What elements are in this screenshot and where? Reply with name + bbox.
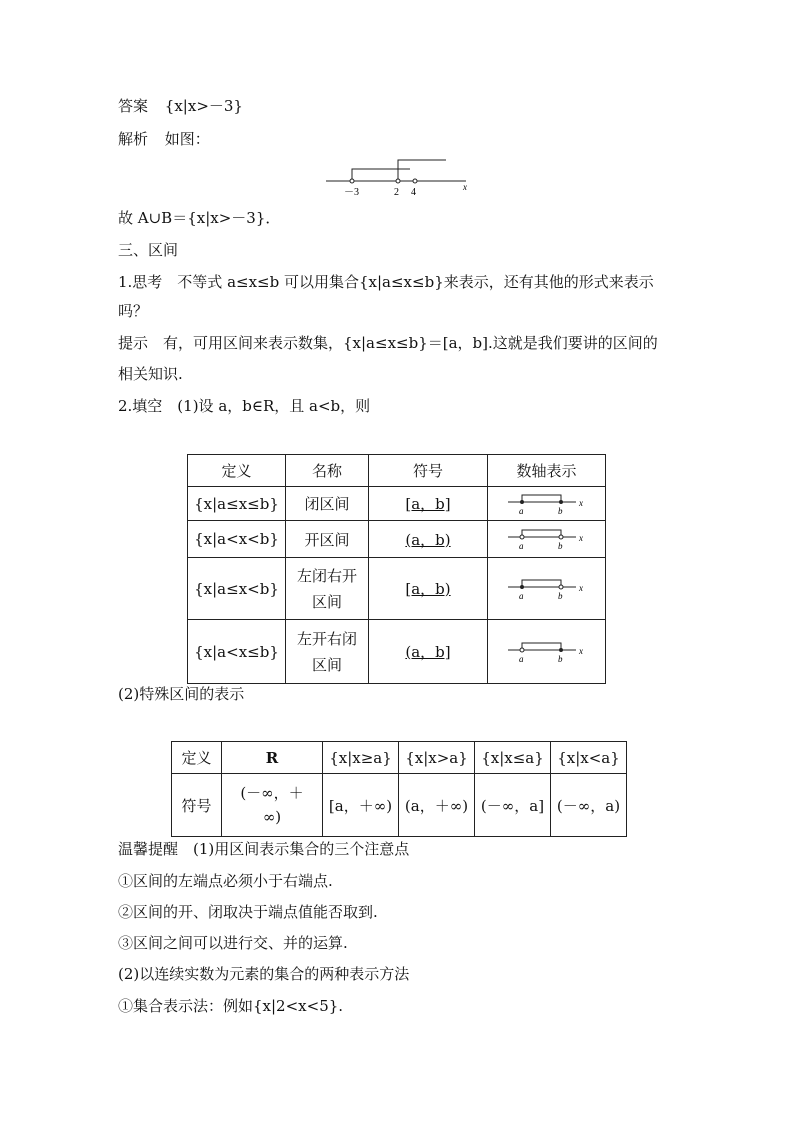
b-label: b	[557, 590, 562, 601]
row-name: 闭区间	[286, 487, 369, 521]
row-definition: {x|a<x≤b}	[188, 620, 286, 684]
question1-line1: 1.思考 不等式 a≤x≤b 可以用集合{x|a≤x≤b}来表示，还有其他的形式来表示	[118, 273, 654, 291]
symbol-r-line1: (－∞，＋	[240, 784, 304, 802]
header-name: 名称	[286, 455, 369, 487]
a-label: a	[518, 653, 523, 664]
x-label: x	[578, 645, 583, 656]
cell-geq-a: {x|x≥a}	[323, 742, 399, 774]
analysis-line	[118, 129, 210, 149]
symbol-geq-a: [a，＋∞)	[323, 774, 399, 837]
b-label: b	[557, 505, 562, 516]
half-open-left-axis	[506, 639, 588, 665]
tip-4: (2)以连续实数为元素的集合的两种表示方法	[118, 965, 410, 983]
row-definition: {x|a<x<b}	[188, 521, 286, 558]
cell-gt-a: {x|x>a}	[399, 742, 475, 774]
table-row	[188, 620, 606, 684]
row-symbol: (a，b]	[405, 643, 451, 661]
row-name-line2: 区间	[311, 592, 342, 611]
x-label: x	[578, 582, 583, 593]
special-interval-table	[171, 741, 627, 837]
answer-value: {x|x>－3}	[164, 97, 243, 115]
special-intervals-heading: (2)特殊区间的表示	[118, 685, 245, 703]
symbol-r	[222, 774, 323, 837]
answer-label: 答案	[118, 97, 149, 115]
row-definition: {x|a≤x≤b}	[188, 487, 286, 521]
conclusion-line: 故 A∪B＝{x|x>－3}．	[118, 209, 281, 227]
analysis-label: 解析	[118, 130, 149, 148]
x-label: x	[578, 497, 583, 508]
header-axis: 数轴表示	[488, 455, 606, 487]
header-definition: 定义	[188, 455, 286, 487]
interval-table	[187, 454, 606, 684]
a-label: a	[518, 505, 523, 516]
hint-line2: 相关知识.	[118, 365, 183, 383]
half-open-right-axis	[506, 576, 588, 602]
symbol-leq-a: (－∞，a]	[475, 774, 551, 837]
row-symbol: [a，b)	[405, 580, 451, 598]
row-name-line1: 左开右闭	[296, 629, 357, 648]
tip-2: ②区间的开、闭取决于端点值能否取到.	[118, 903, 378, 921]
symbol-lt-a: (－∞，a)	[551, 774, 627, 837]
x-label: x	[578, 533, 583, 543]
b-label: b	[557, 541, 562, 551]
symbol-r-line2: ∞)	[262, 808, 282, 826]
open-interval-axis	[506, 526, 588, 552]
a-label: a	[518, 590, 523, 601]
row-definition: {x|a≤x<b}	[188, 558, 286, 620]
table-row	[188, 487, 606, 521]
header-definition: 定义	[172, 742, 222, 774]
symbol-gt-a: (a，＋∞)	[399, 774, 475, 837]
row-name	[286, 620, 369, 684]
analysis-text: 如图：	[164, 130, 210, 148]
row-name	[286, 558, 369, 620]
answer-line	[118, 96, 243, 116]
question2-line: 2.填空 (1)设 a，b∈R，且 a<b，则	[118, 397, 371, 415]
section-heading: 三、区间	[118, 241, 179, 259]
row-name: 开区间	[286, 521, 369, 558]
tip-5: ①集合表示法：例如{x|2<x<5}.	[118, 997, 344, 1015]
row-symbol: (a，b)	[405, 530, 451, 549]
row-name-line2: 区间	[311, 655, 342, 674]
question1-line2: 吗？	[118, 302, 149, 320]
table-row	[188, 558, 606, 620]
row-name-line1: 左闭右开	[296, 566, 357, 585]
closed-interval-axis	[506, 491, 588, 517]
header-symbol: 符号	[172, 774, 222, 837]
hint-line1: 提示 有，可用区间来表示数集，{x|a≤x≤b}＝[a，b].这就是我们要讲的区间的	[118, 334, 658, 352]
cell-r: R	[222, 742, 323, 774]
tick-4: 4	[411, 187, 416, 198]
table-row	[188, 521, 606, 558]
cell-leq-a: {x|x≤a}	[475, 742, 551, 774]
tips-title: 温馨提醒 (1)用区间表示集合的三个注意点	[118, 840, 410, 858]
axis-x-label: x	[463, 182, 467, 192]
tip-1: ①区间的左端点必须小于右端点.	[118, 872, 333, 890]
tip-3: ③区间之间可以进行交、并的运算.	[118, 934, 348, 952]
header-symbol: 符号	[369, 455, 488, 487]
number-line-figure	[322, 157, 482, 199]
tick-neg3: －3	[344, 187, 359, 198]
b-label: b	[557, 653, 562, 664]
row-symbol: [a，b]	[405, 495, 451, 513]
tick-2: 2	[394, 187, 399, 198]
cell-lt-a: {x|x<a}	[551, 742, 627, 774]
a-label: a	[518, 541, 523, 551]
